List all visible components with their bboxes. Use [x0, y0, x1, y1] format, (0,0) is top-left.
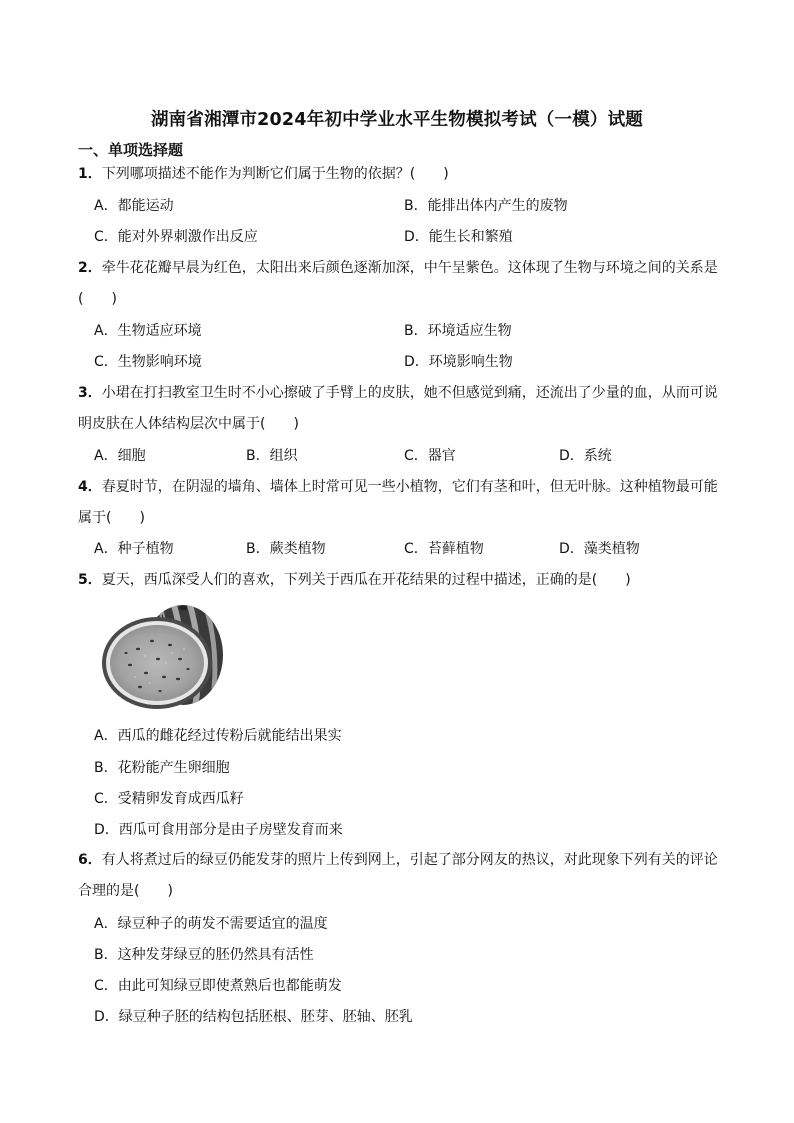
question-text: 下列哪项描述不能作为判断它们属于生物的依据？( ) — [101, 166, 449, 182]
question-text: 小珺在打扫教室卫生时不小心擦破了手臂上的皮肤，她不但感觉到痛，还流出了少量的血，从而可说明皮肤在人体结构层次中属于( ) — [78, 385, 718, 432]
option-6c[interactable]: C．由此可知绿豆即使煮熟后也都能萌发 — [94, 978, 342, 994]
option-4b[interactable]: B．蕨类植物 — [246, 541, 326, 557]
question-1 — [78, 159, 718, 190]
question-text: 有人将煮过后的绿豆仍能发芽的照片上传到网上，引起了部分网友的热议，对此现象下列有关的评论合理的是( ) — [78, 852, 718, 899]
option-6b[interactable]: B．这种发芽绿豆的胚仍然具有活性 — [94, 947, 314, 963]
option-6d[interactable]: D．绿豆种子胚的结构包括胚根、胚芽、胚轴、胚乳 — [94, 1009, 413, 1025]
question-6 — [78, 845, 718, 907]
question-number: 3． — [78, 385, 102, 401]
option-2d[interactable]: D．环境影响生物 — [404, 354, 513, 370]
option-4c[interactable]: C．苔藓植物 — [404, 541, 484, 557]
option-4d[interactable]: D．藻类植物 — [559, 541, 640, 557]
option-5a[interactable]: A．西瓜的雌花经过传粉后就能结出果实 — [94, 728, 342, 744]
question-text: 夏天，西瓜深受人们的喜欢，下列关于西瓜在开花结果的过程中描述，正确的是( ) — [101, 572, 631, 588]
option-3c[interactable]: C．器官 — [404, 448, 456, 464]
option-2b[interactable]: B．环境适应生物 — [404, 323, 512, 339]
question-4 — [78, 472, 718, 534]
question-number: 5． — [78, 572, 102, 588]
option-5c[interactable]: C．受精卵发育成西瓜籽 — [94, 791, 244, 807]
question-text: 春夏时节，在阴湿的墙角、墙体上时常可见一些小植物，它们有茎和叶，但无叶脉。这种植物最可能属于( ) — [78, 479, 718, 526]
option-5b[interactable]: B．花粉能产生卵细胞 — [94, 760, 230, 776]
option-4a[interactable]: A．种子植物 — [94, 541, 174, 557]
option-5d[interactable]: D．西瓜可食用部分是由子房壁发育而来 — [94, 822, 343, 838]
option-2c[interactable]: C．生物影响环境 — [94, 354, 202, 370]
question-text: 牵牛花花瓣早晨为红色，太阳出来后颜色逐渐加深，中午呈紫色。这体现了生物与环境之间的关系是( ) — [78, 260, 718, 307]
question-number: 4． — [78, 479, 102, 495]
option-1a[interactable]: A．都能运动 — [94, 198, 174, 214]
option-1d[interactable]: D．能生长和繁殖 — [404, 229, 513, 245]
option-1b[interactable]: B．能排出体内产生的废物 — [404, 198, 568, 214]
option-3d[interactable]: D．系统 — [559, 448, 612, 464]
option-1c[interactable]: C．能对外界刺激作出反应 — [94, 229, 258, 245]
question-3 — [78, 378, 718, 440]
option-2a[interactable]: A．生物适应环境 — [94, 323, 202, 339]
question-number: 6． — [78, 852, 102, 868]
option-3a[interactable]: A．细胞 — [94, 448, 146, 464]
watermelon-image — [100, 601, 226, 713]
option-3b[interactable]: B．组织 — [246, 448, 298, 464]
question-5 — [78, 565, 718, 596]
section-heading: 一、单项选择题 — [78, 141, 184, 159]
option-6a[interactable]: A．绿豆种子的萌发不需要适宜的温度 — [94, 916, 328, 932]
page-title: 湖南省湘潭市2024年初中学业水平生物模拟考试（一模）试题 — [150, 110, 643, 130]
question-2 — [78, 253, 718, 315]
question-number: 1． — [78, 166, 102, 182]
question-number: 2． — [78, 260, 102, 276]
